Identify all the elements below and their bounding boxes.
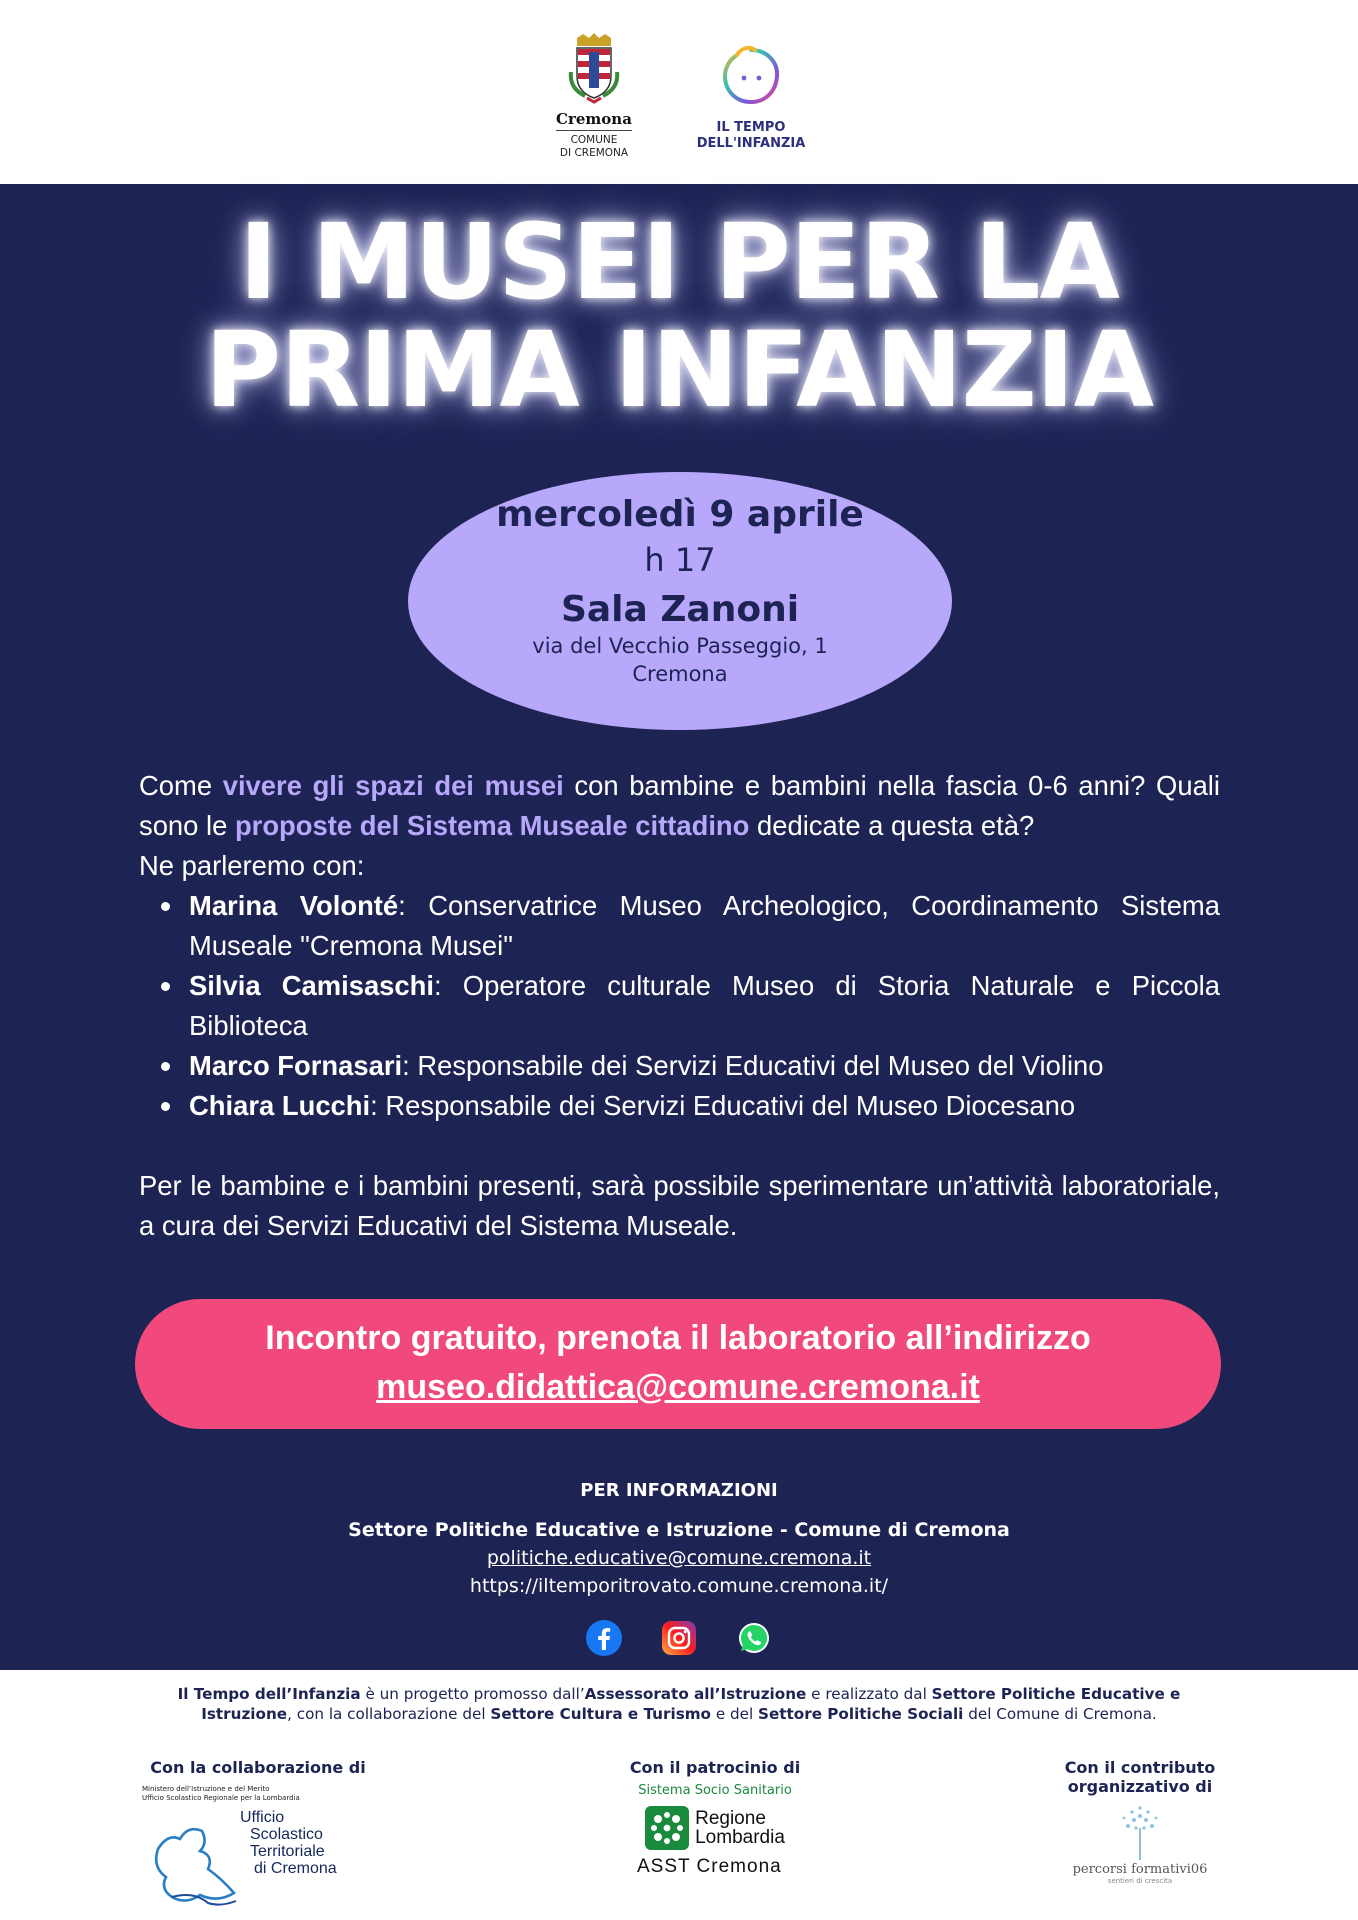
credit-bold: Settore Politiche Educative e Istruzione: [201, 1685, 1181, 1723]
organizational-partner: [1040, 1758, 1240, 1902]
page-title: [60, 201, 1298, 431]
percorsi-formativi-sub: sentieri di crescita: [1107, 1877, 1173, 1885]
list-item: [189, 886, 1220, 966]
credit-bold: Assessorato all’Istruzione: [584, 1685, 807, 1703]
ust-cremona-logo: [128, 1805, 388, 1915]
speaker-role: : Responsabile dei Servizi Educativi del Museo del Violino: [402, 1050, 1104, 1081]
whatsapp-icon[interactable]: [736, 1620, 772, 1656]
intro-text: con bambine e bambini nella fascia 0-6 anni? Quali sono le: [139, 770, 1220, 841]
info-website-link[interactable]: https://iltemporitrovato.comune.cremona.it/: [469, 1575, 889, 1597]
speaker-role: : Responsabile dei Servizi Educativi del Museo Diocesano: [370, 1090, 1076, 1121]
credit-text: è un progetto promosso dall’: [360, 1685, 585, 1703]
event-venue: Sala Zanoni: [560, 589, 800, 630]
ministry-line2: Ufficio Scolastico Regionale per la Lombardia: [142, 1794, 300, 1802]
booking-email-link[interactable]: museo.didattica@comune.cremona.it: [376, 1368, 980, 1406]
patronage-title: Con il patrocinio di: [629, 1758, 801, 1777]
cremona-sub-line1: COMUNE: [570, 134, 618, 146]
speaker-name: Silvia Camisaschi: [189, 970, 434, 1001]
ministry-line1: Ministero dell’Istruzione e del Merito: [142, 1785, 270, 1793]
title-line1: I MUSEI PER LA: [238, 201, 1119, 323]
cremona-name: Cremona: [556, 110, 632, 128]
highlight-text: proposte del Sistema Museale cittadino: [234, 810, 750, 841]
info-email-link[interactable]: politiche.educative@comune.cremona.it: [486, 1547, 872, 1569]
list-item: [189, 1046, 1220, 1086]
credit-text: , con la collaborazione del: [287, 1705, 491, 1723]
percorsi-formativi-label: percorsi formativi06: [1072, 1862, 1208, 1877]
event-date: mercoledì 9 aprile: [496, 494, 864, 535]
asst-cremona-label: ASST Cremona: [637, 1856, 782, 1877]
cremona-sub-line2: DI CREMONA: [559, 147, 629, 159]
percorsi-formativi-logo: [1040, 1802, 1240, 1902]
credit-text: del Comune di Cremona.: [963, 1705, 1157, 1723]
intro-text: Come: [139, 770, 223, 801]
logo-header: [0, 0, 1358, 184]
title-line2: PRIMA INFANZIA: [204, 309, 1154, 431]
list-item: [189, 966, 1220, 1046]
regione-lombardia-logo: [600, 1806, 830, 1850]
event-address-line2: Cremona: [632, 662, 728, 686]
contribution-title-line1: Con il contributo: [1064, 1758, 1216, 1777]
infanzia-label-line2: DELL'INFANZIA: [696, 136, 806, 151]
tree-icon: [1110, 1802, 1170, 1862]
ust-line2: Scolastico: [250, 1826, 323, 1843]
instagram-icon[interactable]: [661, 1620, 697, 1656]
speaker-name: Marco Fornasari: [189, 1050, 403, 1081]
list-item: [189, 1086, 1220, 1126]
regione-line1: Regione: [695, 1808, 766, 1829]
patronage-partner: [600, 1758, 830, 1878]
intro-paragraph: [139, 766, 1220, 846]
booking-text: Incontro gratuito, prenota il laboratorio all’indirizzo: [265, 1319, 1091, 1357]
speaker-name: Chiara Lucchi: [189, 1090, 371, 1121]
sistema-socio-sanitario-label: Sistema Socio Sanitario: [638, 1783, 792, 1798]
closing-paragraph: Per le bambine e i bambini presenti, sarà possibile sperimentare un’attività laboratoriale, a cura dei Servizi Educativi del Sistema Museale.: [139, 1170, 1220, 1241]
credit-text: e del: [711, 1705, 759, 1723]
ust-line1: Ufficio: [240, 1809, 285, 1826]
credit-text: e realizzato dal: [806, 1685, 932, 1703]
speaker-list: [139, 886, 1220, 1126]
tempo-infanzia-logo: [686, 40, 816, 152]
event-address-line1: via del Vecchio Passeggio, 1: [532, 634, 828, 658]
project-credits: [150, 1684, 1208, 1724]
cremona-logo: [546, 32, 642, 160]
contribution-title-line2: organizzativo di: [1067, 1777, 1213, 1796]
ust-line3: Territoriale: [250, 1843, 325, 1860]
lombardy-map-icon: [148, 1819, 248, 1909]
collaboration-partner: [128, 1758, 388, 1915]
rosa-camuna-icon: [645, 1806, 689, 1850]
intro-text: dedicate a questa età?: [749, 810, 1035, 841]
speaker-name: Marina Volonté: [189, 890, 399, 921]
speakers-intro: Ne parleremo con:: [139, 850, 365, 881]
credit-bold: Il Tempo dell’Infanzia: [177, 1685, 361, 1703]
facebook-icon[interactable]: [586, 1620, 622, 1656]
info-heading: PER INFORMAZIONI: [580, 1480, 778, 1501]
regione-line2: Lombardia: [695, 1827, 785, 1848]
social-icons: [0, 1620, 1358, 1656]
collaboration-title: Con la collaborazione di: [150, 1758, 366, 1777]
divider: [556, 130, 632, 131]
credit-bold: Settore Politiche Sociali: [758, 1705, 964, 1723]
speaker-role: : Conservatrice Museo Archeologico, Coordinamento Sistema Museale "Cremona Musei": [189, 890, 1220, 961]
event-hour: h 17: [644, 541, 716, 579]
booking-banner: [135, 1299, 1221, 1429]
highlight-text: vivere gli spazi dei musei: [222, 770, 564, 801]
info-department: Settore Politiche Educative e Istruzione - Comune di Cremona: [348, 1519, 1010, 1541]
description: [139, 766, 1220, 1246]
speaker-role: : Operatore culturale Museo di Storia Naturale e Piccola Biblioteca: [189, 970, 1220, 1041]
info-section: [0, 1480, 1358, 1597]
child-face-ring-icon: [715, 40, 787, 112]
ust-line4: di Cremona: [254, 1860, 337, 1877]
cremona-crest-icon: [567, 32, 621, 104]
credit-bold: Settore Cultura e Turismo: [490, 1705, 711, 1723]
event-details-badge: [408, 472, 952, 730]
infanzia-label-line1: IL TEMPO: [716, 120, 786, 135]
